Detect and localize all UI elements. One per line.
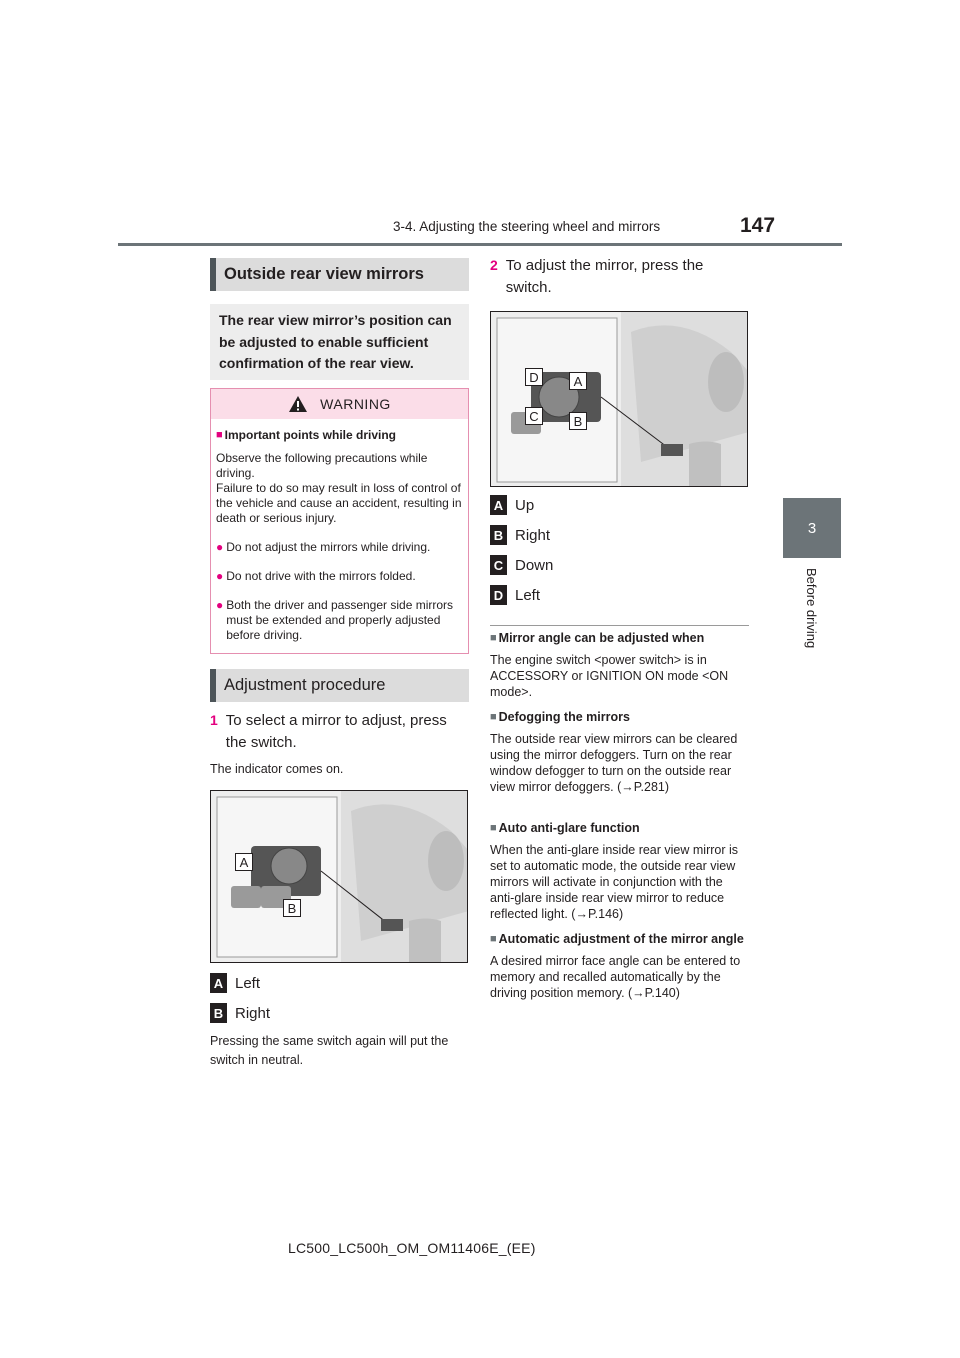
step-2 (490, 255, 730, 298)
switch-illustration (491, 312, 748, 487)
page-number: 147 (740, 214, 776, 237)
note-title-text: Defogging the mirrors (498, 710, 630, 724)
label-key: C (490, 555, 507, 575)
warning-icon (288, 395, 308, 413)
note-title (490, 932, 749, 947)
note-text: The engine switch <power switch> is in ACCESSORY or IGNITION ON mode <ON mode>. (490, 653, 729, 699)
label-key: A (490, 495, 507, 515)
label-text: Down (515, 556, 554, 574)
label-key: D (490, 585, 507, 605)
note-text: A desired mirror face angle can be entered to memory and recalled automatically by the driving position memory. (→P.140) (490, 954, 741, 1000)
callout-c: C (525, 407, 543, 425)
section-heading-text: Adjustment procedure (224, 676, 386, 694)
warning-body (211, 419, 468, 643)
label-row (490, 525, 550, 545)
chapter-tab: 3 (783, 498, 841, 558)
note-title (490, 710, 749, 725)
warning-bullet (216, 598, 462, 643)
step-number: 1 (210, 712, 218, 728)
note-text: The outside rear view mirrors can be cleared using the mirror defoggers. Turn on the rear window defogger to turn on the outside rear view mirror defoggers. (→P.281) (490, 732, 738, 794)
warning-text: Observe the following precautions while driving. Failure to do so may result in loss of control of the vehicle and cause an accident, resulting in death or serious injury. (216, 451, 462, 525)
label-row (210, 1003, 270, 1023)
warning-bullet-text: Do not drive with the mirrors folded. (226, 569, 416, 583)
section-heading-outside-mirrors (210, 258, 469, 291)
chapter-label-text: Before driving (804, 568, 819, 649)
figure-mirror-select-switch (210, 790, 468, 963)
warning-title (216, 428, 462, 443)
label-row (210, 973, 260, 993)
section-heading-text: Outside rear view mirrors (224, 265, 424, 283)
label-text: Up (515, 496, 535, 514)
label-row (490, 555, 553, 575)
footer-code: LC500_LC500h_OM_OM11406E_(EE) (288, 1240, 536, 1256)
label-text: Left (515, 586, 541, 604)
note-title-text: Automatic adjustment of the mirror angle (498, 932, 744, 946)
warning-bullet-text: Both the driver and passenger side mirrors must be extended and properly adjusted before driving. (226, 598, 454, 642)
callout-d: D (525, 368, 543, 386)
label-row (490, 495, 534, 515)
note-title-text: Mirror angle can be adjusted when (498, 631, 705, 645)
label-key: B (490, 525, 507, 545)
square-bullet-icon: ■ (490, 933, 497, 945)
intro-box: The rear view mirror’s position can be adjusted to enable sufficient confirmation of the rear view. (210, 304, 469, 380)
step-1-after: Pressing the same switch again will put the switch in neutral. (210, 1034, 449, 1067)
step-text: To select a mirror to adjust, press the switch. (225, 712, 447, 751)
note-title (490, 631, 749, 646)
callout-b: B (569, 412, 587, 430)
note-title-text: Auto anti-glare function (498, 821, 640, 835)
callout-a: A (235, 853, 253, 871)
figure-mirror-adjust-switch (490, 311, 748, 487)
step-text: To adjust the mirror, press the switch. (505, 257, 704, 296)
callout-b: B (283, 899, 301, 917)
square-bullet-icon: ■ (490, 632, 497, 644)
step-1 (210, 710, 470, 753)
dot-bullet-icon: ● (216, 598, 224, 612)
header-rule (118, 243, 842, 246)
note-block (490, 710, 749, 795)
square-bullet-icon: ■ (216, 429, 223, 441)
label-row (490, 585, 540, 605)
square-bullet-icon: ■ (490, 711, 497, 723)
section-heading-adjustment (210, 669, 469, 702)
warning-header (211, 389, 468, 419)
note-block (490, 821, 749, 922)
label-key: B (210, 1003, 227, 1023)
label-key: A (210, 973, 227, 993)
note-title (490, 821, 749, 836)
label-text: Right (235, 1004, 271, 1022)
note-block (490, 932, 749, 1001)
warning-heading: WARNING (320, 396, 391, 412)
square-bullet-icon: ■ (490, 822, 497, 834)
notes-rule (490, 625, 749, 626)
step-1-note: The indicator comes on. (210, 762, 344, 776)
warning-box (210, 388, 469, 654)
dot-bullet-icon: ● (216, 569, 224, 583)
note-block (490, 631, 749, 700)
label-text: Right (515, 526, 551, 544)
switch-illustration (211, 791, 468, 963)
step-number: 2 (490, 257, 498, 273)
section-title: 3-4. Adjusting the steering wheel and mirrors (393, 219, 661, 234)
warning-bullet (216, 540, 462, 555)
callout-a: A (569, 372, 587, 390)
warning-title-text: Important points while driving (224, 428, 396, 442)
label-text: Left (235, 974, 261, 992)
warning-bullet-text: Do not adjust the mirrors while driving. (226, 540, 431, 554)
note-text: When the anti-glare inside rear view mirror is set to automatic mode, the outside rear view mirrors will activate in conjunction with the anti-glare inside rear view mirror to reduce reflected light. (→P.146) (490, 843, 739, 921)
warning-bullet (216, 569, 462, 584)
chapter-label (804, 568, 824, 688)
dot-bullet-icon: ● (216, 540, 224, 554)
